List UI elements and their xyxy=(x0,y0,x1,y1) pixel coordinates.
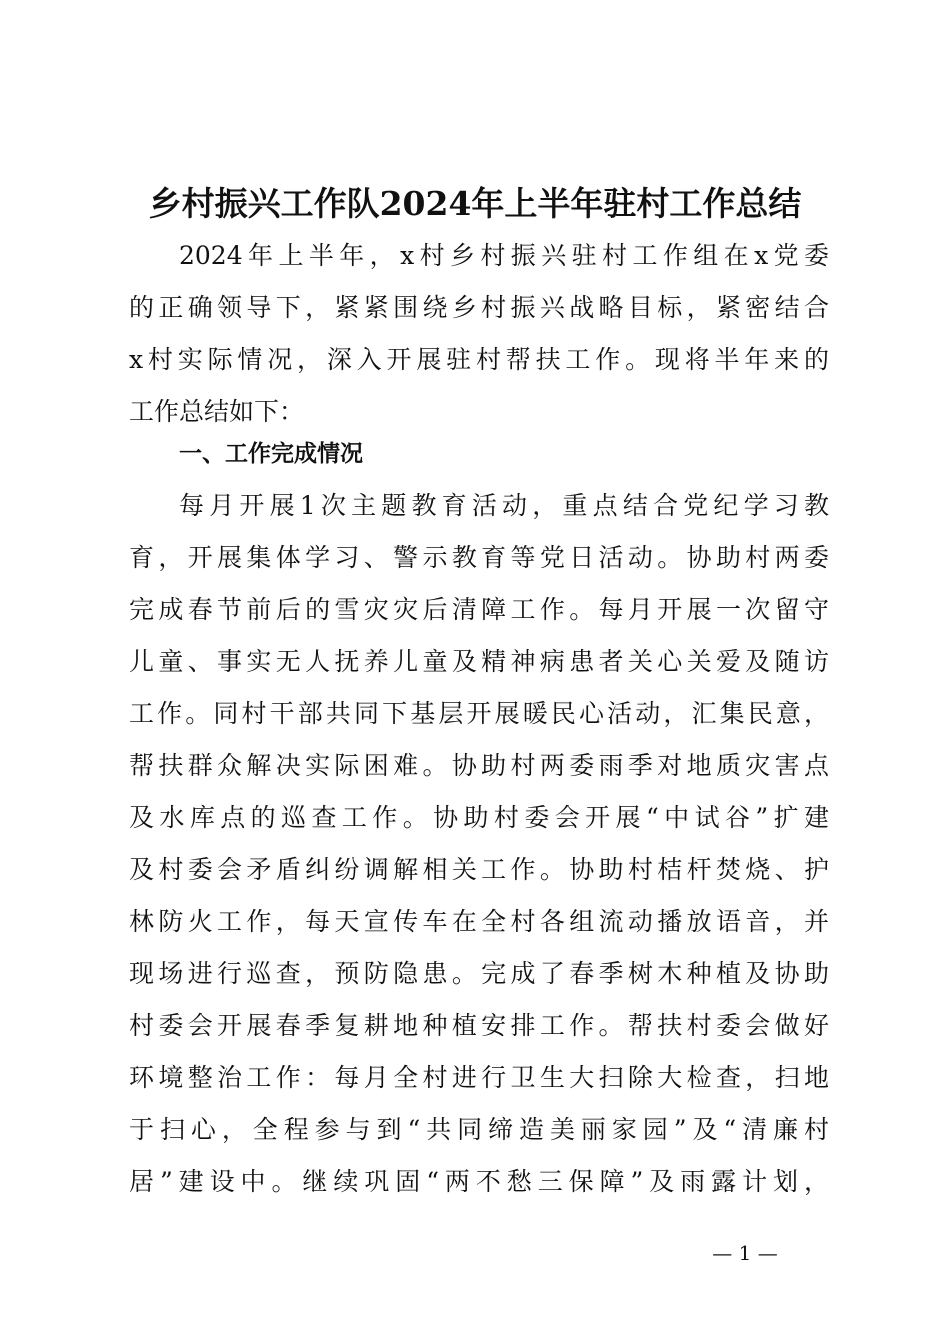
paragraph-line: 完成春节前后的雪灾灾后清障工作。每月开展一次留守 xyxy=(129,595,829,624)
paragraph-line: 林防火工作，每天宣传车在全村各组流动播放语音，并 xyxy=(129,907,829,936)
paragraph-line: 及村委会矛盾纠纷调解相关工作。协助村桔杆焚烧、护 xyxy=(129,855,829,884)
paragraph-line: 儿童、事实无人抚养儿童及精神病患者关心关爱及随访 xyxy=(129,647,829,676)
paragraph-line: 育，开展集体学习、警示教育等党日活动。协助村两委 xyxy=(129,543,829,572)
paragraph-line: 现场进行巡查，预防隐患。完成了春季树木种植及协助 xyxy=(129,959,829,988)
paragraph-line: 工作。同村干部共同下基层开展暖民心活动，汇集民意， xyxy=(129,699,829,728)
paragraph-line: 居”建设中。继续巩固“两不愁三保障”及雨露计划， xyxy=(129,1167,829,1196)
paragraph-line: 及水库点的巡查工作。协助村委会开展“中试谷”扩建 xyxy=(129,803,829,832)
paragraph-line: 于扫心，全程参与到“共同缔造美丽家园”及“清廉村 xyxy=(129,1115,829,1144)
paragraph-line: 工作总结如下： xyxy=(129,397,305,426)
paragraph-line: x村实际情况，深入开展驻村帮扶工作。现将半年来的 xyxy=(129,345,829,374)
section-heading: 一、工作完成情况 xyxy=(179,441,363,467)
paragraph-line: 2024年上半年，x村乡村振兴驻村工作组在x党委 xyxy=(179,241,829,270)
paragraph-line: 村委会开展春季复耕地种植安排工作。帮扶村委会做好 xyxy=(129,1011,829,1040)
paragraph-line: 环境整治工作：每月全村进行卫生大扫除大检查，扫地 xyxy=(129,1063,829,1092)
intro-paragraph xyxy=(129,230,829,438)
page-number: — 1 — xyxy=(712,1241,778,1265)
document-title: 乡村振兴工作队2024年上半年驻村工作总结 xyxy=(148,184,802,223)
paragraph-line: 帮扶群众解决实际困难。协助村两委雨季对地质灾害点 xyxy=(129,751,829,780)
section-paragraph xyxy=(129,480,829,1208)
paragraph-line: 的正确领导下，紧紧围绕乡村振兴战略目标，紧密结合 xyxy=(129,293,829,322)
paragraph-line: 每月开展1次主题教育活动，重点结合党纪学习教 xyxy=(179,491,829,520)
